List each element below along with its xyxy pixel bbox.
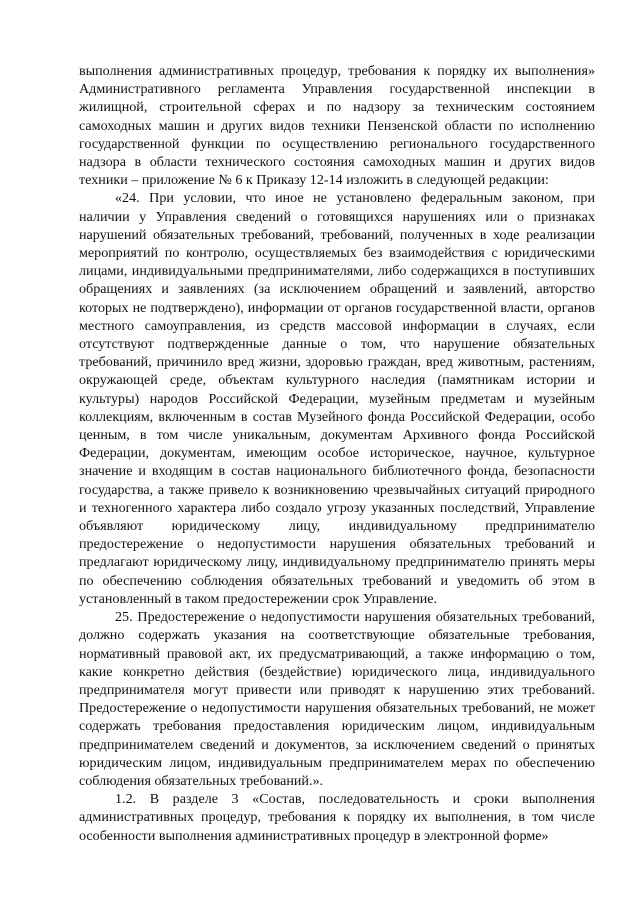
- document-page: [79, 62, 595, 845]
- paragraph-25: 25. Предостережение о недопустимости нарушения обязательных требований, должно содержать указания на соответствующие обязательные требования, нормативный правовой акт, их предусматривающий, а также информацию о том, какие конкретно действия (бездействие) юридического лица, индивидуального предпринимателя могут привести или приводят к нарушению этих требований. Предостережение о недопустимости нарушения обязательных требований, не может содержать требования предоставления юридическим лицом, индивидуальным предпринимателем сведений и документов, за исключением сведений о принятых юридическим лицом, индивидуальным предпринимателем мерах по обеспечению соблюдения обязательных требований.».: [79, 609, 595, 789]
- paragraph-1-2: 1.2. В разделе 3 «Состав, последовательность и сроки выполнения административных процедур, требования к порядку их выполнения, в том числе особенности выполнения административных процедур в электронной форме»: [79, 791, 595, 844]
- paragraph-24: «24. При условии, что иное не установлено федеральным законом, при наличии у Управления сведений о готовящихся нарушениях или о признаках нарушений обязательных требований, требований, полученных в ходе реализации мероприятий по контролю, осуществляемых без взаимодействия с юридическими лицами, индивидуальными предпринимателями, либо содержащихся в поступивших обращениях и заявлениях (за исключением обращений и заявлений, авторство которых не подтверждено), информации от органов государственной власти, органов местного самоуправления, из средств массовой информации в случаях, если отсутствуют подтвержденные данные о том, что нарушение обязательных требований, причинило вред жизни, здоровью граждан, вред животным, растениям, окружающей среде, объектам культурного наследия (памятникам истории и культуры) народов Российской Федерации, музейным предметам и музейным коллекциям, включенным в состав Музейного фонда Российской Федерации, особо ценным, в том числе уникальным, документам Архивного фонда Российской Федерации, документам, имеющим особое историческое, научное, культурное значение и входящим в состав национального библиотечного фонда, безопасности государства, а также привело к возникновению чрезвычайных ситуаций природного и техногенного характера либо создало угрозу указанных последствий, Управление объявляют юридическому лицу, индивидуальному предпринимателю предостережение о недопустимости нарушения обязательных требований и предлагают юридическому лицу, индивидуальному предпринимателю принять меры по обеспечению соблюдения обязательных требований и уведомить об этом в установленный в таком предостережении срок Управление.: [79, 190, 595, 607]
- paragraph-intro: выполнения административных процедур, требования к порядку их выполнения» Административного регламента Управления государственной инспекции в жилищной, строительной сферах и по надзору за техническим состоянием самоходных машин и других видов техники Пензенской области по исполнению государственной функции по осуществлению регионального государственного надзора в области технического состояния самоходных машин и других видов техники – приложение № 6 к Приказу 12-14 изложить в следующей редакции:: [79, 63, 595, 189]
